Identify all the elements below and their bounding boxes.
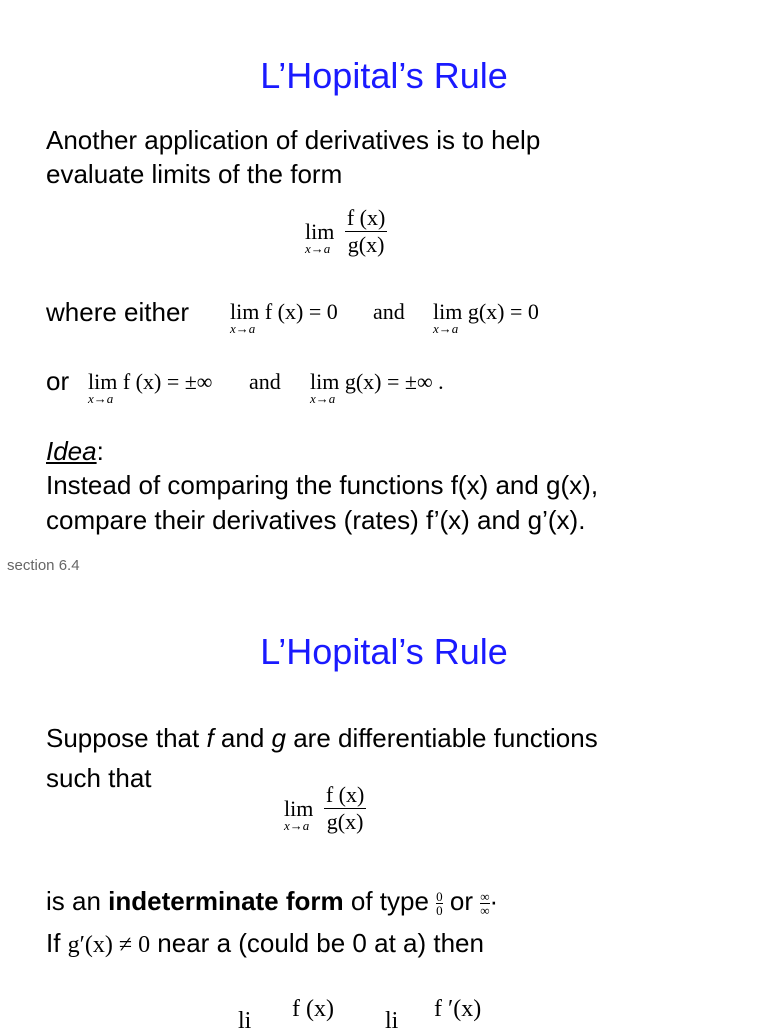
dot: · — [489, 886, 499, 916]
lim-word: lim — [284, 795, 314, 821]
such-that: such that — [46, 763, 152, 793]
fraction-denominator: g(x) — [324, 808, 367, 835]
limit-fraction-2 — [323, 782, 367, 835]
limit-expression — [305, 205, 388, 258]
slide1-intro-line1: Another application of derivatives is to help — [46, 125, 541, 155]
f-equals-inf: f (x) = ±∞ — [122, 369, 213, 394]
limit-operator-2 — [284, 795, 314, 833]
lim-subscript: x→a — [230, 321, 256, 336]
slide1-title: L’Hopital’s Rule — [260, 55, 508, 96]
f-variable: f — [206, 723, 214, 753]
indeterminate-line — [46, 884, 498, 918]
and-word-1: and — [373, 299, 405, 324]
where-either-label: where either — [46, 297, 190, 327]
idea-line1: Instead of comparing the functions f(x) and g(x), — [46, 470, 599, 500]
inf-den: ∞ — [480, 902, 490, 918]
slide2-title: L’Hopital’s Rule — [260, 631, 508, 672]
and-word-2: and — [249, 369, 281, 394]
indeterminate-form: indeterminate form — [108, 886, 344, 916]
condition-g-zero — [433, 299, 539, 336]
lim-subscript: x→a — [310, 391, 336, 406]
zero-den: 0 — [436, 902, 443, 918]
or-word: or — [442, 886, 481, 916]
g-variable: g — [271, 723, 286, 753]
if-word: If — [46, 928, 68, 958]
limit-expression-2 — [284, 782, 367, 835]
lim-subscript: x→a — [305, 240, 331, 256]
bottom-lim-1: li — [238, 1008, 252, 1034]
bottom-fpx: f ′(x) — [434, 996, 482, 1022]
idea-label: Idea — [46, 436, 97, 466]
lim-subscript: x→a — [88, 391, 114, 406]
condition-f-inf — [88, 369, 213, 406]
limit-fraction — [344, 205, 388, 258]
condition-g-inf — [310, 369, 444, 406]
or-label: or — [46, 366, 70, 396]
lim-word: lim — [433, 299, 463, 324]
fraction-denominator: g(x) — [345, 231, 388, 258]
lim-word: lim — [310, 369, 340, 394]
bottom-fx: f (x) — [292, 996, 334, 1022]
lim-subscript: x→a — [433, 321, 459, 336]
near-text: near a (could be 0 at a) then — [150, 928, 484, 958]
suppose-pre: Suppose that — [46, 723, 207, 753]
bottom-lim-2: li — [385, 1008, 399, 1034]
condition-f-zero — [230, 299, 338, 336]
g-equals-zero: g(x) = 0 — [467, 299, 539, 324]
g-equals-inf: g(x) = ±∞ — [344, 369, 433, 394]
f-equals-zero: f (x) = 0 — [264, 299, 338, 324]
fraction-numerator: f (x) — [325, 782, 365, 807]
fraction-numerator: f (x) — [346, 205, 386, 230]
idea-colon: : — [96, 436, 104, 466]
if-line — [46, 926, 484, 962]
and-text: and — [213, 723, 272, 753]
lim-word: lim — [305, 218, 335, 244]
limit-operator — [305, 218, 335, 256]
lim-word: lim — [230, 299, 260, 324]
section-label: section 6.4 — [7, 557, 80, 574]
period: . — [438, 369, 444, 394]
slide1-intro-line2: evaluate limits of the form — [46, 159, 343, 189]
suppose-line — [46, 721, 598, 755]
inf-over-inf — [480, 890, 489, 917]
zero-num: 0 — [436, 888, 443, 904]
idea-heading — [46, 434, 104, 468]
lim-word: lim — [88, 369, 118, 394]
lim-subscript: x→a — [284, 817, 310, 833]
inf-num: ∞ — [480, 888, 490, 904]
is-an: is an — [46, 886, 109, 916]
suppose-post: are differentiable functions — [286, 723, 598, 753]
idea-line2: compare their derivatives (rates) f’(x) and g’(x). — [46, 505, 586, 535]
gprime-condition: g′(x) ≠ 0 — [67, 932, 151, 958]
of-type: of type — [343, 886, 437, 916]
